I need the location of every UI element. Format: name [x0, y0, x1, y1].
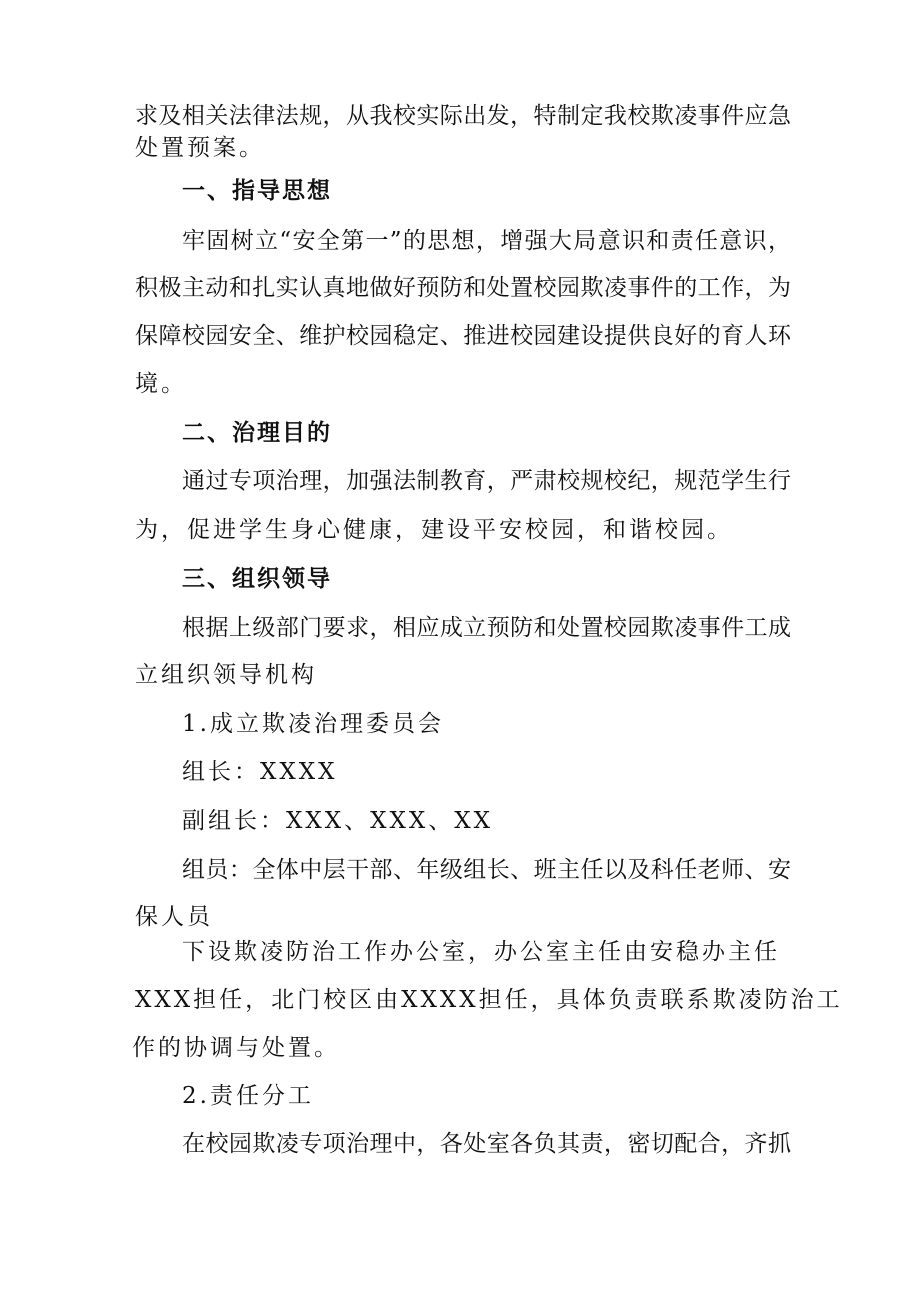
paragraph-line: 保障校园安全、维护校园稳定、推进校园建设提供良好的育人环	[135, 323, 791, 349]
section-heading: 二、治理目的	[182, 420, 332, 446]
paragraph-line: 保人员	[135, 904, 213, 930]
paragraph-line: 根据上级部门要求，相应成立预防和处置校园欺凌事件工成	[182, 615, 791, 641]
paragraph-line: 牢固树立“安全第一”的思想，增强大局意识和责任意识，	[182, 228, 791, 254]
paragraph-line: 为，促进学生身心健康，建设平安校园，和谐校园。	[135, 517, 733, 543]
list-item: 1.成立欺凌治理委员会	[182, 711, 444, 737]
paragraph-line: 组长：XXXX	[182, 759, 338, 785]
paragraph-line: 作的协调与处置。	[132, 1035, 340, 1061]
paragraph-line: 境。	[135, 371, 187, 397]
paragraph-line: 积极主动和扎实认真地做好预防和处置校园欺凌事件的工作，为	[135, 275, 791, 301]
paragraph-line: 立组织领导机构	[135, 662, 317, 688]
paragraph-line: 求及相关法律法规，从我校实际出发，特制定我校欺凌事件应急	[135, 103, 791, 129]
paragraph-line: 副组长：XXX、XXX、XX	[182, 808, 493, 834]
section-heading: 三、组织领导	[182, 566, 332, 592]
paragraph-line: 组员：全体中层干部、年级组长、班主任以及科任老师、安	[182, 857, 791, 883]
paragraph-line: 通过专项治理，加强法制教育，严肃校规校纪，规范学生行	[182, 468, 791, 494]
section-heading: 一、指导思想	[182, 178, 332, 204]
paragraph-line: 下设欺凌防治工作办公室，办公室主任由安稳办主任	[182, 939, 780, 965]
paragraph-line: 在校园欺凌专项治理中，各处室各负其责，密切配合，齐抓	[182, 1131, 791, 1157]
list-item: 2.责任分工	[182, 1083, 314, 1109]
paragraph-line: XXX担任，北门校区由XXXX担任，具体负责联系欺凌防治工	[135, 987, 843, 1013]
paragraph-line: 处置预案。	[135, 135, 265, 161]
